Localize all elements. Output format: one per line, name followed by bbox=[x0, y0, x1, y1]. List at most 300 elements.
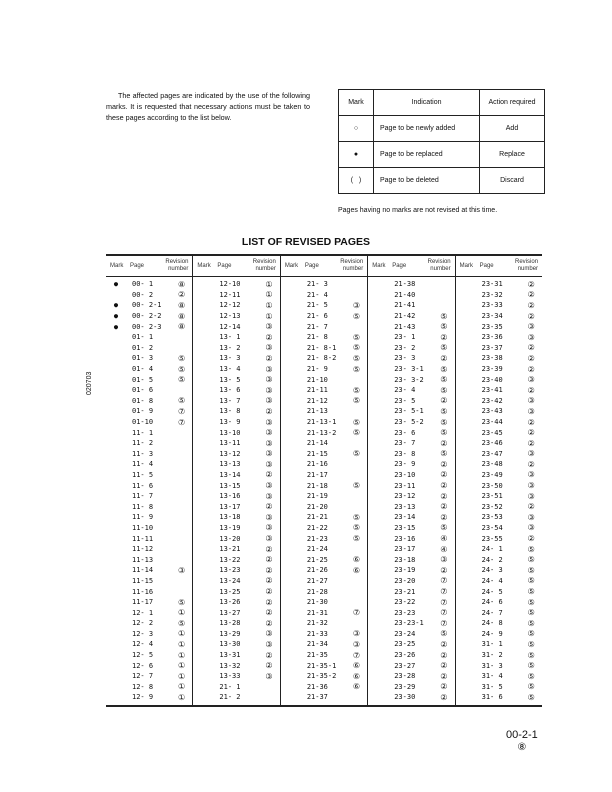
page-number: 21- 1 bbox=[219, 682, 241, 691]
revision-number: ⑤ bbox=[352, 396, 360, 406]
revision-number: ⑦ bbox=[440, 608, 448, 618]
revision-number: ③ bbox=[265, 459, 273, 469]
table-row bbox=[368, 607, 454, 618]
page-number: 21- 8-2 bbox=[306, 354, 337, 363]
page-number: 13-21 bbox=[219, 545, 241, 554]
table-row bbox=[456, 629, 542, 640]
page-number: 12-10 bbox=[219, 280, 241, 289]
table-row bbox=[368, 671, 454, 682]
revision-number: ⑤ bbox=[527, 555, 535, 565]
page-number: 00- 1 bbox=[132, 280, 154, 289]
revision-number: ⑤ bbox=[527, 692, 535, 702]
table-row bbox=[106, 470, 192, 481]
page-number: 11-16 bbox=[132, 587, 154, 596]
revision-number: ② bbox=[265, 406, 273, 416]
revision-number: ③ bbox=[527, 406, 535, 416]
table-row bbox=[368, 290, 454, 301]
page-number: 13-33 bbox=[219, 672, 241, 681]
revision-number: ② bbox=[527, 364, 535, 374]
table-row bbox=[368, 470, 454, 481]
table-row bbox=[456, 279, 542, 290]
page-number: 23-43 bbox=[481, 407, 503, 416]
page-number: 23-45 bbox=[481, 428, 503, 437]
page-number: 23- 9 bbox=[394, 460, 416, 469]
page-number: 23- 7 bbox=[394, 439, 416, 448]
revision-number: ③ bbox=[265, 343, 273, 353]
page-number: 21-19 bbox=[306, 492, 328, 501]
revision-number: ⑦ bbox=[352, 650, 360, 660]
table-row bbox=[193, 544, 279, 555]
table-row bbox=[193, 682, 279, 693]
revision-number: ⑤ bbox=[527, 661, 535, 671]
revision-number: ③ bbox=[527, 332, 535, 342]
page-number: 13-20 bbox=[219, 534, 241, 543]
revision-number: ⑧ bbox=[178, 300, 186, 310]
revision-number: ⑤ bbox=[352, 417, 360, 427]
page-number: 23- 5-2 bbox=[394, 418, 424, 427]
page-number: 11-12 bbox=[132, 545, 154, 554]
table-row bbox=[456, 480, 542, 491]
table-row bbox=[106, 364, 192, 375]
table-row bbox=[368, 618, 454, 629]
page-number: 23-51 bbox=[481, 492, 503, 501]
page-number: 11- 1 bbox=[132, 428, 154, 437]
page-number: 23-46 bbox=[481, 439, 503, 448]
column-header bbox=[106, 256, 192, 277]
table-row bbox=[106, 586, 192, 597]
page-number: 01- 9 bbox=[132, 407, 154, 416]
table-row bbox=[106, 459, 192, 470]
revision-number: ② bbox=[265, 608, 273, 618]
page-number: 23- 4 bbox=[394, 386, 416, 395]
table-row bbox=[106, 279, 192, 290]
revision-number: ① bbox=[178, 682, 186, 692]
page-number: 01- 5 bbox=[132, 375, 154, 384]
page-number: 12- 1 bbox=[132, 608, 154, 617]
page-number: 23-55 bbox=[481, 534, 503, 543]
page-number: 13-28 bbox=[219, 619, 241, 628]
page-number: 11-13 bbox=[132, 555, 154, 564]
page-number: 11- 8 bbox=[132, 502, 154, 511]
table-row bbox=[456, 491, 542, 502]
revision-number: ③ bbox=[527, 375, 535, 385]
revision-number: ② bbox=[527, 353, 535, 363]
revision-number: ⑥ bbox=[352, 565, 360, 575]
revision-number: ② bbox=[265, 565, 273, 575]
table-row bbox=[368, 321, 454, 332]
table-row bbox=[106, 597, 192, 608]
page-number: 13- 7 bbox=[219, 396, 241, 405]
revision-number: ① bbox=[178, 671, 186, 681]
page-number: 01-10 bbox=[132, 418, 154, 427]
page-number: 12- 9 bbox=[132, 693, 154, 702]
table-row bbox=[193, 449, 279, 460]
revision-number: ① bbox=[178, 692, 186, 702]
revision-number: ② bbox=[265, 353, 273, 363]
column-header bbox=[368, 256, 454, 277]
table-row bbox=[106, 660, 192, 671]
page-number: 23-36 bbox=[481, 333, 503, 342]
table-row bbox=[456, 692, 542, 703]
unrevised-note: Pages having no marks are not revised at this time. bbox=[338, 207, 498, 214]
revision-number: ② bbox=[440, 396, 448, 406]
marks-row-add bbox=[339, 116, 545, 142]
revision-number: ⑤ bbox=[440, 311, 448, 321]
page-number: 23-41 bbox=[481, 386, 503, 395]
page-number: 13- 8 bbox=[219, 407, 241, 416]
header-action: Action required bbox=[480, 90, 545, 116]
page-number: 13- 3 bbox=[219, 354, 241, 363]
page-number: 23-23 bbox=[394, 608, 416, 617]
table-row bbox=[281, 385, 367, 396]
page-number: 23- 3-2 bbox=[394, 375, 424, 384]
revision-number: ② bbox=[265, 618, 273, 628]
page-number: 11- 4 bbox=[132, 460, 154, 469]
revision-number: ⑤ bbox=[352, 332, 360, 342]
page-number: 13-32 bbox=[219, 661, 241, 670]
table-row bbox=[456, 385, 542, 396]
table-row bbox=[193, 491, 279, 502]
page-number: 21-28 bbox=[306, 587, 328, 596]
revision-number: ① bbox=[178, 629, 186, 639]
revision-number: ⑤ bbox=[352, 353, 360, 363]
table-row bbox=[456, 533, 542, 544]
table-row bbox=[106, 491, 192, 502]
table-row bbox=[368, 279, 454, 290]
header-page: Page bbox=[217, 263, 232, 269]
revision-number: ⑤ bbox=[527, 544, 535, 554]
action-text: Discard bbox=[480, 168, 545, 194]
page-number: 21-23 bbox=[306, 534, 328, 543]
table-row bbox=[456, 332, 542, 343]
page-number: 13-23 bbox=[219, 566, 241, 575]
page-number: 23-50 bbox=[481, 481, 503, 490]
table-row bbox=[368, 459, 454, 470]
table-row bbox=[193, 406, 279, 417]
page-number: 21-25 bbox=[306, 555, 328, 564]
revision-number: ⑤ bbox=[178, 597, 186, 607]
page-number: 21-38 bbox=[394, 280, 416, 289]
page-number: 21-40 bbox=[394, 290, 416, 299]
header-revision: Revision number bbox=[427, 259, 451, 272]
revision-number: ⑤ bbox=[352, 343, 360, 353]
table-row bbox=[368, 554, 454, 565]
revision-number: ② bbox=[527, 534, 535, 544]
page-number: 23-20 bbox=[394, 576, 416, 585]
page-number: 12- 7 bbox=[132, 672, 154, 681]
table-row bbox=[456, 565, 542, 576]
revision-number: ⑤ bbox=[352, 364, 360, 374]
page-number: 24- 3 bbox=[481, 566, 503, 575]
table-row bbox=[281, 682, 367, 693]
page-number: 23-38 bbox=[481, 354, 503, 363]
revision-number: ⑤ bbox=[178, 364, 186, 374]
page-number: 23-53 bbox=[481, 513, 503, 522]
revision-number: ② bbox=[527, 290, 535, 300]
page-number: 23-39 bbox=[481, 365, 503, 374]
table-row bbox=[106, 533, 192, 544]
revision-number: ⑤ bbox=[527, 639, 535, 649]
table-row bbox=[281, 374, 367, 385]
revision-number: ① bbox=[265, 311, 273, 321]
page-number: 24- 9 bbox=[481, 629, 503, 638]
page-number: 11- 9 bbox=[132, 513, 154, 522]
revision-number: ③ bbox=[265, 534, 273, 544]
page-number: 23-12 bbox=[394, 492, 416, 501]
header-mark: Mark bbox=[197, 263, 211, 269]
page-number: 21-20 bbox=[306, 502, 328, 511]
table-row bbox=[281, 427, 367, 438]
page-number: 13-24 bbox=[219, 576, 241, 585]
page-number: 23-15 bbox=[394, 523, 416, 532]
page-number: 12-12 bbox=[219, 301, 241, 310]
revision-number: ③ bbox=[265, 512, 273, 522]
revision-number: ⑤ bbox=[527, 650, 535, 660]
table-row bbox=[456, 671, 542, 682]
revision-number: ③ bbox=[265, 491, 273, 501]
revision-number: ② bbox=[265, 502, 273, 512]
page-number: 01- 8 bbox=[132, 396, 154, 405]
table-row bbox=[456, 427, 542, 438]
page-number: 23-16 bbox=[394, 534, 416, 543]
table-row bbox=[456, 374, 542, 385]
page-number: 01- 4 bbox=[132, 365, 154, 374]
page-number: 23-33 bbox=[481, 301, 503, 310]
table-row bbox=[193, 533, 279, 544]
table-row bbox=[456, 544, 542, 555]
revision-number: ⑤ bbox=[352, 512, 360, 522]
page-number: 23- 2 bbox=[394, 343, 416, 352]
revision-number: ⑦ bbox=[440, 587, 448, 597]
table-row bbox=[281, 523, 367, 534]
table-row bbox=[281, 618, 367, 629]
revision-number: ③ bbox=[265, 396, 273, 406]
page-number: 23-25 bbox=[394, 640, 416, 649]
table-row bbox=[368, 396, 454, 407]
header-page: Page bbox=[392, 263, 407, 269]
table-row bbox=[456, 459, 542, 470]
revision-number: ③ bbox=[265, 375, 273, 385]
revision-number: ③ bbox=[527, 470, 535, 480]
table-row bbox=[368, 353, 454, 364]
page-number: 24- 8 bbox=[481, 619, 503, 628]
revision-number: ③ bbox=[265, 428, 273, 438]
indication-text: Page to be newly added bbox=[374, 116, 480, 142]
table-row bbox=[106, 565, 192, 576]
revision-number: ⑥ bbox=[352, 682, 360, 692]
table-row bbox=[281, 491, 367, 502]
revision-number: ① bbox=[178, 650, 186, 660]
page-number: 21-42 bbox=[394, 312, 416, 321]
revision-number: ② bbox=[527, 385, 535, 395]
revision-number: ⑤ bbox=[527, 682, 535, 692]
table-row bbox=[106, 332, 192, 343]
page-number: 21- 5 bbox=[306, 301, 328, 310]
table-row bbox=[368, 692, 454, 703]
page-number: 23-24 bbox=[394, 629, 416, 638]
page-number: 13- 1 bbox=[219, 333, 241, 342]
table-row bbox=[368, 565, 454, 576]
action-text: Add bbox=[480, 116, 545, 142]
table-row bbox=[106, 343, 192, 354]
table-row bbox=[193, 470, 279, 481]
table-row bbox=[193, 523, 279, 534]
page-number: 23-17 bbox=[394, 545, 416, 554]
revision-number: ⑦ bbox=[440, 597, 448, 607]
table-row bbox=[281, 512, 367, 523]
revision-number: ⑤ bbox=[527, 587, 535, 597]
revision-number: ⑦ bbox=[440, 576, 448, 586]
table-row bbox=[106, 438, 192, 449]
page-number: 13-12 bbox=[219, 449, 241, 458]
table-row bbox=[106, 290, 192, 301]
revision-number: ② bbox=[440, 332, 448, 342]
revision-number: ③ bbox=[527, 512, 535, 522]
page-number: 00-2-1 bbox=[506, 729, 538, 741]
table-row bbox=[281, 396, 367, 407]
open-circle-icon: ○ bbox=[339, 116, 374, 142]
revision-number: ④ bbox=[440, 534, 448, 544]
table-row bbox=[193, 618, 279, 629]
revision-number: ② bbox=[440, 353, 448, 363]
revision-number: ⑤ bbox=[527, 608, 535, 618]
table-row bbox=[281, 332, 367, 343]
page-number: 21-11 bbox=[306, 386, 328, 395]
list-column bbox=[367, 256, 454, 705]
table-row bbox=[193, 396, 279, 407]
page-number: 24- 4 bbox=[481, 576, 503, 585]
page-number: 11- 3 bbox=[132, 449, 154, 458]
list-column bbox=[280, 256, 367, 705]
table-row bbox=[193, 427, 279, 438]
indication-text: Page to be replaced bbox=[374, 142, 480, 168]
revision-number: ② bbox=[440, 438, 448, 448]
table-row bbox=[368, 639, 454, 650]
revision-number: ⑤ bbox=[440, 428, 448, 438]
page-number: 23-19 bbox=[394, 566, 416, 575]
revised-pages-list bbox=[106, 254, 542, 707]
revision-number: ② bbox=[527, 300, 535, 310]
revision-number: ② bbox=[265, 587, 273, 597]
revision-number: ⑤ bbox=[440, 343, 448, 353]
revision-number: ② bbox=[527, 343, 535, 353]
page-number: 11- 6 bbox=[132, 481, 154, 490]
table-row bbox=[193, 512, 279, 523]
revision-number: ⑤ bbox=[527, 618, 535, 628]
table-row bbox=[456, 300, 542, 311]
page-number: 13- 4 bbox=[219, 365, 241, 374]
table-row bbox=[281, 501, 367, 512]
page-number: 23-48 bbox=[481, 460, 503, 469]
page-number: 23- 3-1 bbox=[394, 365, 424, 374]
table-row bbox=[368, 374, 454, 385]
table-row bbox=[368, 332, 454, 343]
revision-number: ⑤ bbox=[352, 449, 360, 459]
marks-row-replace bbox=[339, 142, 545, 168]
page-number: 13-25 bbox=[219, 587, 241, 596]
revision-number: ⑤ bbox=[178, 353, 186, 363]
table-row bbox=[106, 671, 192, 682]
table-row bbox=[368, 406, 454, 417]
footer-revision-mark: ⑧ bbox=[517, 742, 527, 753]
page-number: 24- 7 bbox=[481, 608, 503, 617]
table-row bbox=[281, 576, 367, 587]
table-row bbox=[106, 554, 192, 565]
table-row bbox=[193, 650, 279, 661]
table-row bbox=[193, 438, 279, 449]
table-row bbox=[456, 607, 542, 618]
page-number: 12-14 bbox=[219, 322, 241, 331]
revision-number: ③ bbox=[265, 438, 273, 448]
table-row bbox=[281, 544, 367, 555]
revision-number: ② bbox=[440, 565, 448, 575]
revision-number: ② bbox=[265, 650, 273, 660]
revision-number: ③ bbox=[527, 481, 535, 491]
table-row bbox=[281, 586, 367, 597]
table-row bbox=[368, 385, 454, 396]
table-row bbox=[456, 438, 542, 449]
page-number: 13-22 bbox=[219, 555, 241, 564]
table-row bbox=[456, 597, 542, 608]
page-number: 21- 4 bbox=[306, 290, 328, 299]
table-row bbox=[281, 343, 367, 354]
page-number: 21-10 bbox=[306, 375, 328, 384]
revision-number: ② bbox=[265, 576, 273, 586]
page-number: 21- 8-1 bbox=[306, 343, 337, 352]
table-row bbox=[106, 618, 192, 629]
page-number: 21-14 bbox=[306, 439, 328, 448]
page-number: 23-21 bbox=[394, 587, 416, 596]
revision-number: ⑤ bbox=[440, 375, 448, 385]
table-row bbox=[281, 533, 367, 544]
page-number: 21-21 bbox=[306, 513, 328, 522]
page-number: 21-34 bbox=[306, 640, 328, 649]
table-row bbox=[193, 692, 279, 703]
page-number: 23-32 bbox=[481, 290, 503, 299]
revision-number: ⑧ bbox=[178, 311, 186, 321]
table-row bbox=[368, 576, 454, 587]
revision-number: ① bbox=[178, 639, 186, 649]
revision-number: ① bbox=[178, 661, 186, 671]
revision-number: ② bbox=[527, 502, 535, 512]
header-mark: Mark bbox=[339, 90, 374, 116]
table-row bbox=[281, 290, 367, 301]
page-number: 23-26 bbox=[394, 651, 416, 660]
page-number: 13- 2 bbox=[219, 343, 241, 352]
table-row bbox=[456, 353, 542, 364]
revision-number: ② bbox=[527, 417, 535, 427]
page-number: 23-34 bbox=[481, 312, 503, 321]
revision-number: ② bbox=[440, 512, 448, 522]
page-number: 13-31 bbox=[219, 651, 241, 660]
revision-number: ① bbox=[178, 608, 186, 618]
page-number: 31- 1 bbox=[481, 640, 503, 649]
table-row bbox=[193, 576, 279, 587]
table-row bbox=[456, 290, 542, 301]
page-number: 12- 6 bbox=[132, 661, 154, 670]
table-row bbox=[193, 554, 279, 565]
page-number: 00- 2-2 bbox=[132, 312, 162, 321]
table-row bbox=[281, 364, 367, 375]
side-code: 020703 bbox=[86, 371, 93, 395]
page-number: 12- 3 bbox=[132, 629, 154, 638]
page-number: 11- 5 bbox=[132, 470, 154, 479]
page-number: 23-37 bbox=[481, 343, 503, 352]
revision-number: ② bbox=[440, 671, 448, 681]
page-number: 21-35 bbox=[306, 651, 328, 660]
page-footer bbox=[506, 729, 538, 753]
revision-number: ② bbox=[527, 279, 535, 289]
